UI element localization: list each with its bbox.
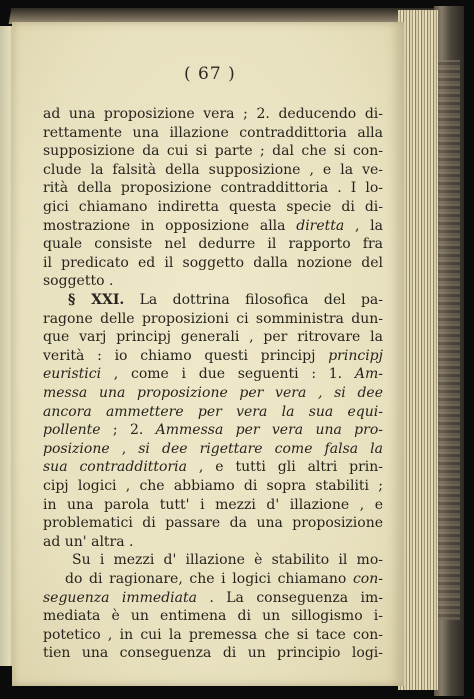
italic-text: sua contraddittoria [43,459,188,476]
text-segment: cipj logici , che abbiamo di sopra stabiliti ; [43,478,383,494]
text-segment: ; 2. [100,422,156,439]
text-segment: , come i due seguenti : 1. [101,366,355,383]
text-line [43,496,383,514]
page-text [12,22,404,686]
text-segment: , e tutti gli altri prin- [187,459,383,476]
text-segment: supposizione da cui si parte ; dal che si con- [43,143,383,160]
text-line [43,384,383,402]
text-segment: , [109,440,139,457]
page-number: ( 67 ) [184,64,236,84]
text-line [43,644,383,662]
text-segment: il predicato ed il soggetto dalla nozione del [43,254,383,271]
text-segment: problematici di passare da una proposizione [43,515,383,532]
text-line [43,607,383,625]
text-segment: La dottrina filosofica del pa- [124,292,383,308]
italic-text: si dee rigettare come falsa la [138,440,383,457]
italic-text: principj [328,347,383,364]
italic-text: Ammessa per vera una pro- [155,422,383,439]
text-line [43,254,383,272]
text-line [43,105,383,123]
text-segment: rettamente una illazione contraddittoria alla [43,124,383,141]
text-line [43,142,383,160]
text-segment: potetico , in cui la premessa che si tace con- [43,626,383,643]
text-line [43,626,383,644]
book-page [12,22,404,686]
text-line [43,310,383,328]
text-segment: clude la falsità della supposizione , e la ve- [43,161,383,178]
text-segment: quale consiste nel dedurre il rapporto fra [43,236,383,253]
spine-texture [436,60,460,620]
text-line [68,291,383,309]
text-line [43,235,383,253]
text-line [72,551,383,569]
text-line [43,347,383,365]
italic-text: ancora ammettere per vera la sua equi- [43,403,383,420]
text-line [43,514,383,532]
text-line [43,198,383,216]
italic-text: messa una proposizione per vera , si dee [43,385,383,401]
text-segment: gici chiamano indiretta questa specie di di- [43,199,383,215]
text-segment: . La conseguenza im- [196,589,383,606]
text-line [43,477,383,495]
italic-text: diretta [296,217,345,234]
text-line [43,124,383,142]
text-segment: mediata è un entimena di un sillogismo i- [43,608,383,625]
text-segment: que varj principj generali , per ritrovare la [43,329,383,346]
italic-text: con- [352,571,383,587]
text-line [43,421,383,439]
italic-text: euristici [43,366,102,383]
text-segment: mostrazione in opposizione alla [43,217,297,234]
text-segment: , la [344,217,383,234]
italic-text: seguenza immediata [43,589,197,606]
italic-text: posizione [43,440,110,457]
text-line [43,161,383,179]
text-segment: ragone delle proposizioni ci somministra dun- [43,310,383,327]
text-line [43,328,383,346]
text-line [43,403,383,421]
text-line [43,589,383,607]
text-line [43,217,383,235]
italic-text: pollente [43,422,101,439]
text-line [43,179,383,197]
text-line [65,570,383,588]
text-segment: ad una proposizione vera ; 2. deducendo di- [43,106,383,122]
text-segment: ad un' altra . [43,533,134,550]
text-line [43,533,383,551]
text-segment: do di ragionare, che i logici chiamano [65,571,353,587]
text-segment: rità della proposizione contraddittoria . I lo- [43,180,383,197]
text-segment: in una parola tutt' i mezzi d' illazione , e [43,496,383,513]
text-line [43,365,383,383]
page-edges [398,10,438,690]
text-line [43,458,383,476]
text-segment: soggetto . [43,273,114,290]
text-line [43,440,383,458]
text-line [43,272,383,290]
italic-text: Am- [354,366,383,383]
text-segment: tien una conseguenza di un principio logi- [43,645,383,662]
text-segment: verità : io chiamo questi principj [43,347,329,364]
text-segment: Su i mezzi d' illazione è stabilito il mo- [72,552,383,569]
section-heading: § XXI. [68,292,125,308]
